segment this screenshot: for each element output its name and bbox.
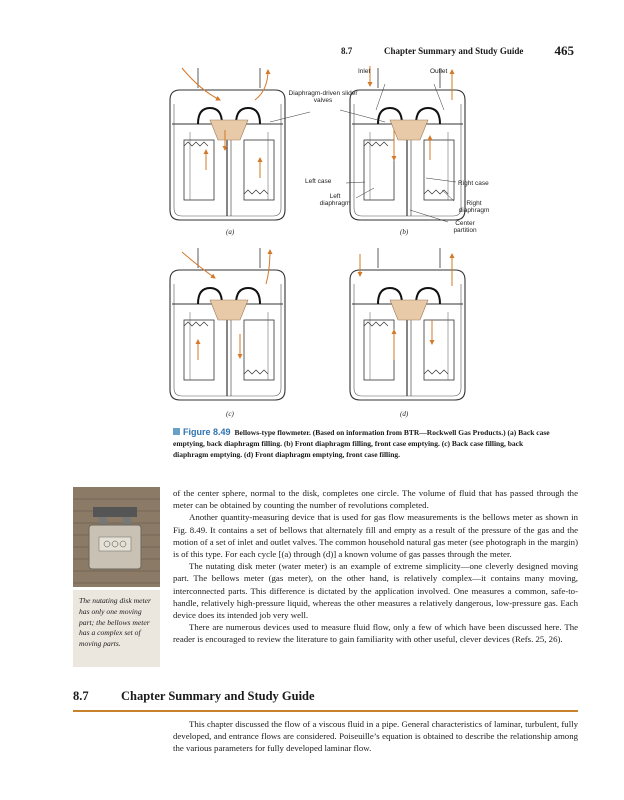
- label-left-diaphragm: Left diaphragm: [319, 193, 351, 208]
- label-center-partition: Center partition: [453, 220, 477, 235]
- panel-label-d: (d): [400, 410, 409, 418]
- figure-8-49: [160, 60, 540, 420]
- gas-meter-photo: [73, 487, 160, 587]
- bellows-meter-illustration: [160, 60, 540, 420]
- section-intro-text: [173, 718, 578, 755]
- paragraph-4: There are numerous devices used to measure fluid flow, only a few of which have been discussed here. The reader is encouraged to review the literature to gain familiarity with other useful, clever devices (Refs. 25, 26).: [173, 622, 578, 645]
- caption-square-icon: [173, 428, 180, 435]
- section-heading: [73, 688, 578, 712]
- paragraph-2: Another quantity-measuring device that is used for gas flow measurements is the bellows meter as shown in Fig. 8.49. It contains a set of bellows that alternately fill and empty as a result of the pressure of the gas and the motion of a set of inlet and outlet valves. The common household natural gas meter (see photograph in the margin) is of this type. For each cycle [(a) through (d)] a known volume of gas passes through the meter.: [173, 512, 578, 560]
- body-text-block: [173, 487, 578, 646]
- paragraph-1: of the center sphere, normal to the disk, completes one circle. The volume of fluid that has passed through the meter can be obtained by counting the number of revolutions completed.: [173, 488, 578, 511]
- paragraph-5: This chapter discussed the flow of a viscous fluid in a pipe. General characteristics of laminar, turbulent, fully developed, and entrance flows are considered. Poiseuille’s equation is obtained to describe the relationship among the various parameters for fully developed laminar flow.: [173, 719, 578, 754]
- label-left-case: Left case: [305, 178, 332, 185]
- caption-text: Bellows-type flowmeter. (Based on information from BTR—Rockwell Gas Products.) (a) Back case emptying, back diaphragm filling. (b) Front diaphragm filling, front case emptying. (c) Back case filling, back diaphragm emptying. (d) Front diaphragm emptying, front case filling.: [173, 428, 550, 459]
- panel-label-a: (a): [226, 228, 235, 236]
- label-right-case: Right case: [458, 180, 489, 187]
- panel-label-c: (c): [226, 410, 234, 418]
- label-diaphragm-valves: Diaphragm-driven slider valves: [288, 90, 358, 105]
- margin-note: The nutating disk meter has only one moving part; the bellows meter has a complex set of moving parts.: [73, 590, 160, 667]
- running-head-title: Chapter Summary and Study Guide: [384, 46, 524, 56]
- running-head-section: 8.7: [341, 46, 353, 56]
- caption-figure-number: Figure 8.49: [183, 427, 231, 437]
- panel-label-b: (b): [400, 228, 409, 236]
- paragraph-3: The nutating disk meter (water meter) is an example of extreme simplicity—one cleverly designed moving part. The bellows meter (gas meter), on the other hand, is relatively complex—it contains many moving, interconnected parts. This difference is dictated by the application involved. One measures a common, safe-to-handle, relatively high-pressure liquid, whereas the other measures a relatively dangerous, low-pressure gas. Each device does its intended job very well.: [173, 561, 578, 621]
- page-number: 465: [554, 43, 574, 58]
- section-number: 8.7: [73, 689, 89, 703]
- section-title: Chapter Summary and Study Guide: [121, 689, 315, 703]
- label-right-diaphragm: Right diaphragm: [458, 200, 490, 215]
- gas-meter-photo-image: [73, 487, 160, 587]
- running-head: [300, 44, 580, 58]
- figure-caption: [173, 427, 553, 460]
- label-inlet: Inlet: [358, 68, 371, 75]
- label-outlet: Outlet: [430, 68, 448, 75]
